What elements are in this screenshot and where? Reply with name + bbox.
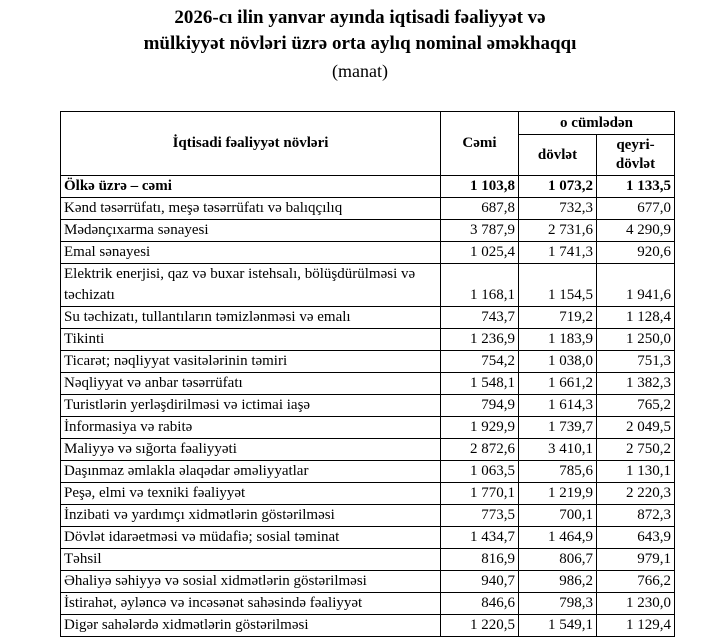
row-label: İstirahət, əyləncə və incəsənət sahəsində fəaliyyət: [61, 593, 441, 615]
table-row: [61, 395, 675, 417]
cell-private: 979,1: [597, 549, 675, 571]
cell-total: 816,9: [441, 549, 519, 571]
cell-state: 3 410,1: [519, 439, 597, 461]
table-row: [61, 505, 675, 527]
cell-state: 1 038,0: [519, 351, 597, 373]
cell-total: 1 168,1: [441, 264, 519, 307]
cell-state: 732,3: [519, 198, 597, 220]
row-label: Ölkə üzrə – cəmi: [61, 176, 441, 198]
cell-private: 765,2: [597, 395, 675, 417]
cell-state: 1 614,3: [519, 395, 597, 417]
table-row: [61, 351, 675, 373]
cell-total: 1 548,1: [441, 373, 519, 395]
table-row: [61, 417, 675, 439]
cell-private: 1 133,5: [597, 176, 675, 198]
cell-private: 1 250,0: [597, 329, 675, 351]
cell-private: 1 128,4: [597, 307, 675, 329]
cell-private: 2 750,2: [597, 439, 675, 461]
table-row: [61, 549, 675, 571]
column-header-private-line2: dövlət: [615, 156, 656, 172]
cell-state: 1 073,2: [519, 176, 597, 198]
row-label: İnzibati və yardımçı xidmətlərin göstərilməsi: [61, 505, 441, 527]
column-header-state: dövlət: [519, 135, 597, 176]
cell-total: 1 929,9: [441, 417, 519, 439]
row-label: Ticarət; nəqliyyat vasitələrinin təmiri: [61, 351, 441, 373]
cell-private: 677,0: [597, 198, 675, 220]
column-header-private: [597, 135, 675, 176]
cell-private: 1 129,4: [597, 615, 675, 637]
table-row: [61, 439, 675, 461]
row-label: Tikinti: [61, 329, 441, 351]
column-header-activity: İqtisadi fəaliyyət növləri: [61, 112, 441, 176]
title-line-1: 2026-cı ilin yanvar ayında iqtisadi fəaliyyət və: [174, 7, 546, 28]
row-label: Peşə, elmi və texniki fəaliyyət: [61, 483, 441, 505]
cell-private: 1 382,3: [597, 373, 675, 395]
cell-state: 1 183,9: [519, 329, 597, 351]
column-header-group: o cümlədən: [519, 112, 675, 135]
table-row: [61, 527, 675, 549]
row-label: Nəqliyyat və anbar təsərrüfatı: [61, 373, 441, 395]
cell-private: 643,9: [597, 527, 675, 549]
cell-total: 1 770,1: [441, 483, 519, 505]
cell-total: 687,8: [441, 198, 519, 220]
row-label: Su təchizatı, tullantıların təmizlənməsi və emalı: [61, 307, 441, 329]
table-row: [61, 373, 675, 395]
row-label: Əhaliyə səhiyyə və sosial xidmətlərin göstərilməsi: [61, 571, 441, 593]
table-row: [61, 198, 675, 220]
row-label: Kənd təsərrüfatı, meşə təsərrüfatı və balıqçılıq: [61, 198, 441, 220]
column-header-total: Cəmi: [441, 112, 519, 176]
cell-state: 1 219,9: [519, 483, 597, 505]
cell-state: 1 661,2: [519, 373, 597, 395]
cell-private: 4 290,9: [597, 220, 675, 242]
row-label: Digər sahələrdə xidmətlərin göstərilməsi: [61, 615, 441, 637]
cell-state: 2 731,6: [519, 220, 597, 242]
row-label: Təhsil: [61, 549, 441, 571]
cell-state: 1 154,5: [519, 264, 597, 307]
cell-private: 766,2: [597, 571, 675, 593]
title-line-2: mülkiyyət növləri üzrə orta aylıq nominal əməkhaqqı: [143, 33, 577, 54]
row-label: Emal sənayesi: [61, 242, 441, 264]
cell-state: 798,3: [519, 593, 597, 615]
row-label: Elektrik enerjisi, qaz və buxar istehsalı, bölüşdürülməsi və təchizatı: [61, 264, 441, 307]
column-header-private-line1: qeyri-: [616, 137, 655, 153]
cell-total: 1 103,8: [441, 176, 519, 198]
table-row: [61, 593, 675, 615]
cell-state: 1 549,1: [519, 615, 597, 637]
cell-total: 773,5: [441, 505, 519, 527]
unit-label: (manat): [332, 61, 388, 81]
row-label: Maliyyə və sığorta fəaliyyəti: [61, 439, 441, 461]
cell-total: 1 434,7: [441, 527, 519, 549]
row-label: Dövlət idarəetməsi və müdafiə; sosial təminat: [61, 527, 441, 549]
cell-total: 3 787,9: [441, 220, 519, 242]
row-label: Turistlərin yerləşdirilməsi və ictimai iaşə: [61, 395, 441, 417]
table-row: [61, 307, 675, 329]
table-row: [61, 483, 675, 505]
cell-private: 751,3: [597, 351, 675, 373]
cell-total: 2 872,6: [441, 439, 519, 461]
cell-state: 719,2: [519, 307, 597, 329]
cell-state: 1 464,9: [519, 527, 597, 549]
table-row: [61, 242, 675, 264]
table-row: [61, 220, 675, 242]
cell-total: 1 025,4: [441, 242, 519, 264]
salary-table: [60, 111, 675, 637]
cell-total: 846,6: [441, 593, 519, 615]
cell-private: 1 230,0: [597, 593, 675, 615]
table-row: [61, 571, 675, 593]
table-header: [61, 112, 675, 176]
table-row: [61, 615, 675, 637]
cell-total: 754,2: [441, 351, 519, 373]
cell-state: 806,7: [519, 549, 597, 571]
cell-total: 1 063,5: [441, 461, 519, 483]
cell-private: 920,6: [597, 242, 675, 264]
row-label: İnformasiya və rabitə: [61, 417, 441, 439]
table-row: [61, 264, 675, 307]
table-body: [61, 176, 675, 637]
cell-private: 1 130,1: [597, 461, 675, 483]
table-row-total: [61, 176, 675, 198]
cell-private: 2 220,3: [597, 483, 675, 505]
cell-state: 986,2: [519, 571, 597, 593]
cell-state: 785,6: [519, 461, 597, 483]
row-label: Mədənçıxarma sənayesi: [61, 220, 441, 242]
cell-total: 1 220,5: [441, 615, 519, 637]
table-row: [61, 329, 675, 351]
cell-total: 940,7: [441, 571, 519, 593]
cell-total: 794,9: [441, 395, 519, 417]
cell-total: 743,7: [441, 307, 519, 329]
cell-state: 1 741,3: [519, 242, 597, 264]
table-row: [61, 461, 675, 483]
cell-state: 1 739,7: [519, 417, 597, 439]
cell-private: 2 049,5: [597, 417, 675, 439]
cell-state: 700,1: [519, 505, 597, 527]
cell-private: 1 941,6: [597, 264, 675, 307]
cell-total: 1 236,9: [441, 329, 519, 351]
cell-private: 872,3: [597, 505, 675, 527]
row-label: Daşınmaz əmlakla əlaqədar əməliyyatlar: [61, 461, 441, 483]
